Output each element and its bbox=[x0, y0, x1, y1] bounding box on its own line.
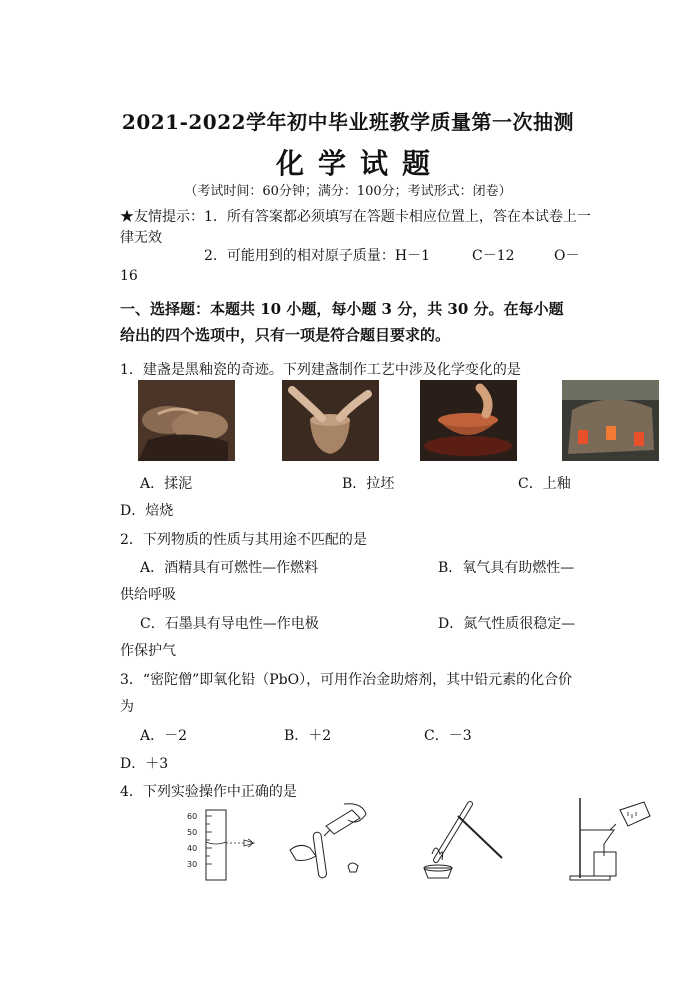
q2-option-b: B．氧气具有助燃性— bbox=[438, 560, 575, 576]
kiln-firing-photo bbox=[562, 380, 659, 461]
q2-option-d-cont: 作保护气 bbox=[120, 643, 176, 659]
q4-stem: 4．下列实验操作中正确的是 bbox=[120, 784, 297, 800]
q1-option-b: B．拉坯 bbox=[342, 476, 395, 492]
subject-title: 化学试题 bbox=[275, 147, 444, 180]
notice-line2-cont: 16 bbox=[120, 268, 138, 284]
q1-option-a: A．揉泥 bbox=[140, 476, 193, 492]
cylinder-tick-40: 40 bbox=[187, 844, 198, 853]
filtration-apparatus bbox=[566, 796, 656, 884]
throwing-pottery-photo bbox=[282, 380, 379, 461]
notice-line1-cont: 律无效 bbox=[120, 230, 162, 246]
exam-title: 2021-2022学年初中毕业班教学质量第一次抽测 bbox=[121, 110, 575, 134]
graduated-cylinder-reading bbox=[180, 796, 270, 884]
cylinder-tick-60: 60 bbox=[187, 812, 198, 821]
q3-option-b: B．＋2 bbox=[284, 728, 332, 744]
q1-option-d: D．焙烧 bbox=[120, 503, 174, 519]
notice-line2: 2．可能用到的相对原子质量：H－1 bbox=[204, 248, 431, 264]
cylinder-tick-30: 30 bbox=[187, 860, 198, 869]
q3-stem: 3．“密陀僧”即氧化铅（PbO），可用作冶金助熔剂，其中铅元素的化合价 bbox=[120, 672, 573, 688]
glazing-photo bbox=[420, 380, 517, 461]
q2-option-a: A．酒精具有可燃性—作燃料 bbox=[140, 560, 319, 576]
q1-option-c: C．上釉 bbox=[518, 476, 571, 492]
notice-line2-o: O－ bbox=[554, 248, 580, 264]
notice-line1: ★友情提示：1．所有答案都必须填写在答题卡相应位置上，答在本试卷上一 bbox=[120, 209, 591, 225]
q3-option-a: A．－2 bbox=[140, 728, 188, 744]
notice-line2-c: C－12 bbox=[472, 248, 515, 264]
q2-option-d: D．氮气性质很稳定— bbox=[438, 616, 576, 632]
q3-option-d: D．＋3 bbox=[120, 756, 169, 772]
section-heading: 一、选择题：本题共 10 小题，每小题 3 分，共 30 分。在每小题 bbox=[120, 300, 564, 318]
kneading-clay-photo bbox=[138, 380, 235, 461]
exam-info: （考试时间：60分钟；满分：100分；考试形式：闭卷） bbox=[184, 184, 512, 199]
q2-stem: 2．下列物质的性质与其用途不匹配的是 bbox=[120, 532, 367, 548]
cylinder-tick-50: 50 bbox=[187, 828, 198, 837]
pouring-liquid bbox=[286, 796, 376, 884]
q3-stem-cont: 为 bbox=[120, 699, 134, 715]
section-heading-cont: 给出的四个选项中，只有一项是符合题目要求的。 bbox=[120, 326, 451, 344]
q2-option-c: C．石墨具有导电性—作电极 bbox=[140, 616, 319, 632]
heating-test-tube bbox=[418, 796, 508, 884]
q3-option-c: C．－3 bbox=[424, 728, 472, 744]
q2-option-b-cont: 供给呼吸 bbox=[120, 587, 176, 603]
eye-icon bbox=[244, 839, 254, 847]
q1-stem: 1．建盏是黑釉瓷的奇迹。下列建盏制作工艺中涉及化学变化的是 bbox=[120, 362, 521, 378]
